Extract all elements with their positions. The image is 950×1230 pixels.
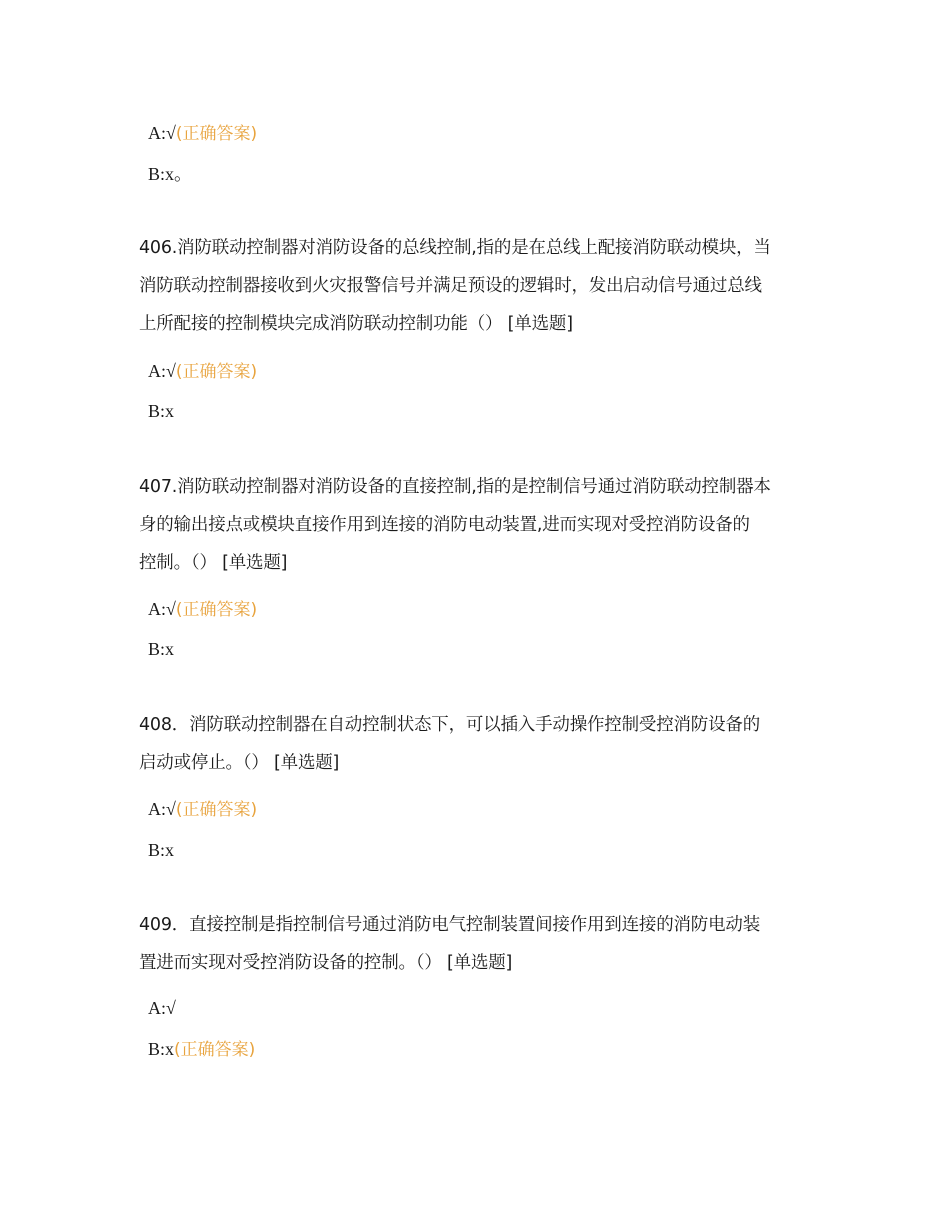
question-line: 上所配接的控制模块完成消防联动控制功能（） [单选题]	[139, 314, 573, 334]
option-b	[148, 162, 192, 186]
option-label: B:x	[148, 840, 175, 860]
correct-answer-mark: (正确答案)	[175, 362, 258, 382]
option-a	[148, 121, 257, 146]
option-a	[148, 797, 257, 822]
option-a	[148, 359, 257, 384]
question-line: 409．直接控制是指控制信号通过消防电气控制装置间接作用到连接的消防电动装	[139, 915, 760, 935]
question-408	[139, 706, 829, 782]
option-b	[148, 838, 174, 862]
question-line: 408．消防联动控制器在自动控制状态下，可以插入手动操作控制受控消防设备的	[139, 715, 760, 735]
option-label: B:x	[148, 1039, 175, 1059]
option-label: A:√	[148, 361, 176, 381]
option-b	[148, 1037, 255, 1062]
question-406	[139, 229, 829, 343]
correct-answer-mark: (正确答案)	[175, 600, 258, 620]
option-label: B:x	[148, 639, 175, 659]
option-a	[148, 996, 176, 1020]
option-b	[148, 637, 174, 661]
option-label: A:√	[148, 123, 176, 143]
option-label: A:√	[148, 998, 176, 1018]
question-line: 控制。（） [单选题]	[139, 553, 288, 573]
question-line: 406.消防联动控制器对消防设备的总线控制,指的是在总线上配接消防联动模块，当	[139, 238, 771, 258]
question-line: 消防联动控制器接收到火灾报警信号并满足预设的逻辑时，发出启动信号通过总线	[139, 276, 762, 296]
correct-answer-mark: (正确答案)	[175, 124, 258, 144]
option-label: A:√	[148, 599, 176, 619]
question-407	[139, 468, 829, 582]
question-line: 置进而实现对受控消防设备的控制。（） [单选题]	[139, 953, 513, 973]
question-line: 身的输出接点或模块直接作用到连接的消防电动装置,进而实现对受控消防设备的	[139, 515, 750, 535]
question-line: 启动或停止。（） [单选题]	[139, 753, 340, 773]
question-line: 407.消防联动控制器对消防设备的直接控制,指的是控制信号通过消防联动控制器本	[139, 477, 771, 497]
option-label: B:x	[148, 401, 175, 421]
question-409	[139, 906, 829, 982]
option-label: A:√	[148, 799, 176, 819]
option-b	[148, 399, 174, 423]
option-a	[148, 597, 257, 622]
correct-answer-mark: (正确答案)	[175, 800, 258, 820]
correct-answer-mark: (正确答案)	[174, 1040, 256, 1060]
option-label: B:x。	[148, 164, 193, 184]
